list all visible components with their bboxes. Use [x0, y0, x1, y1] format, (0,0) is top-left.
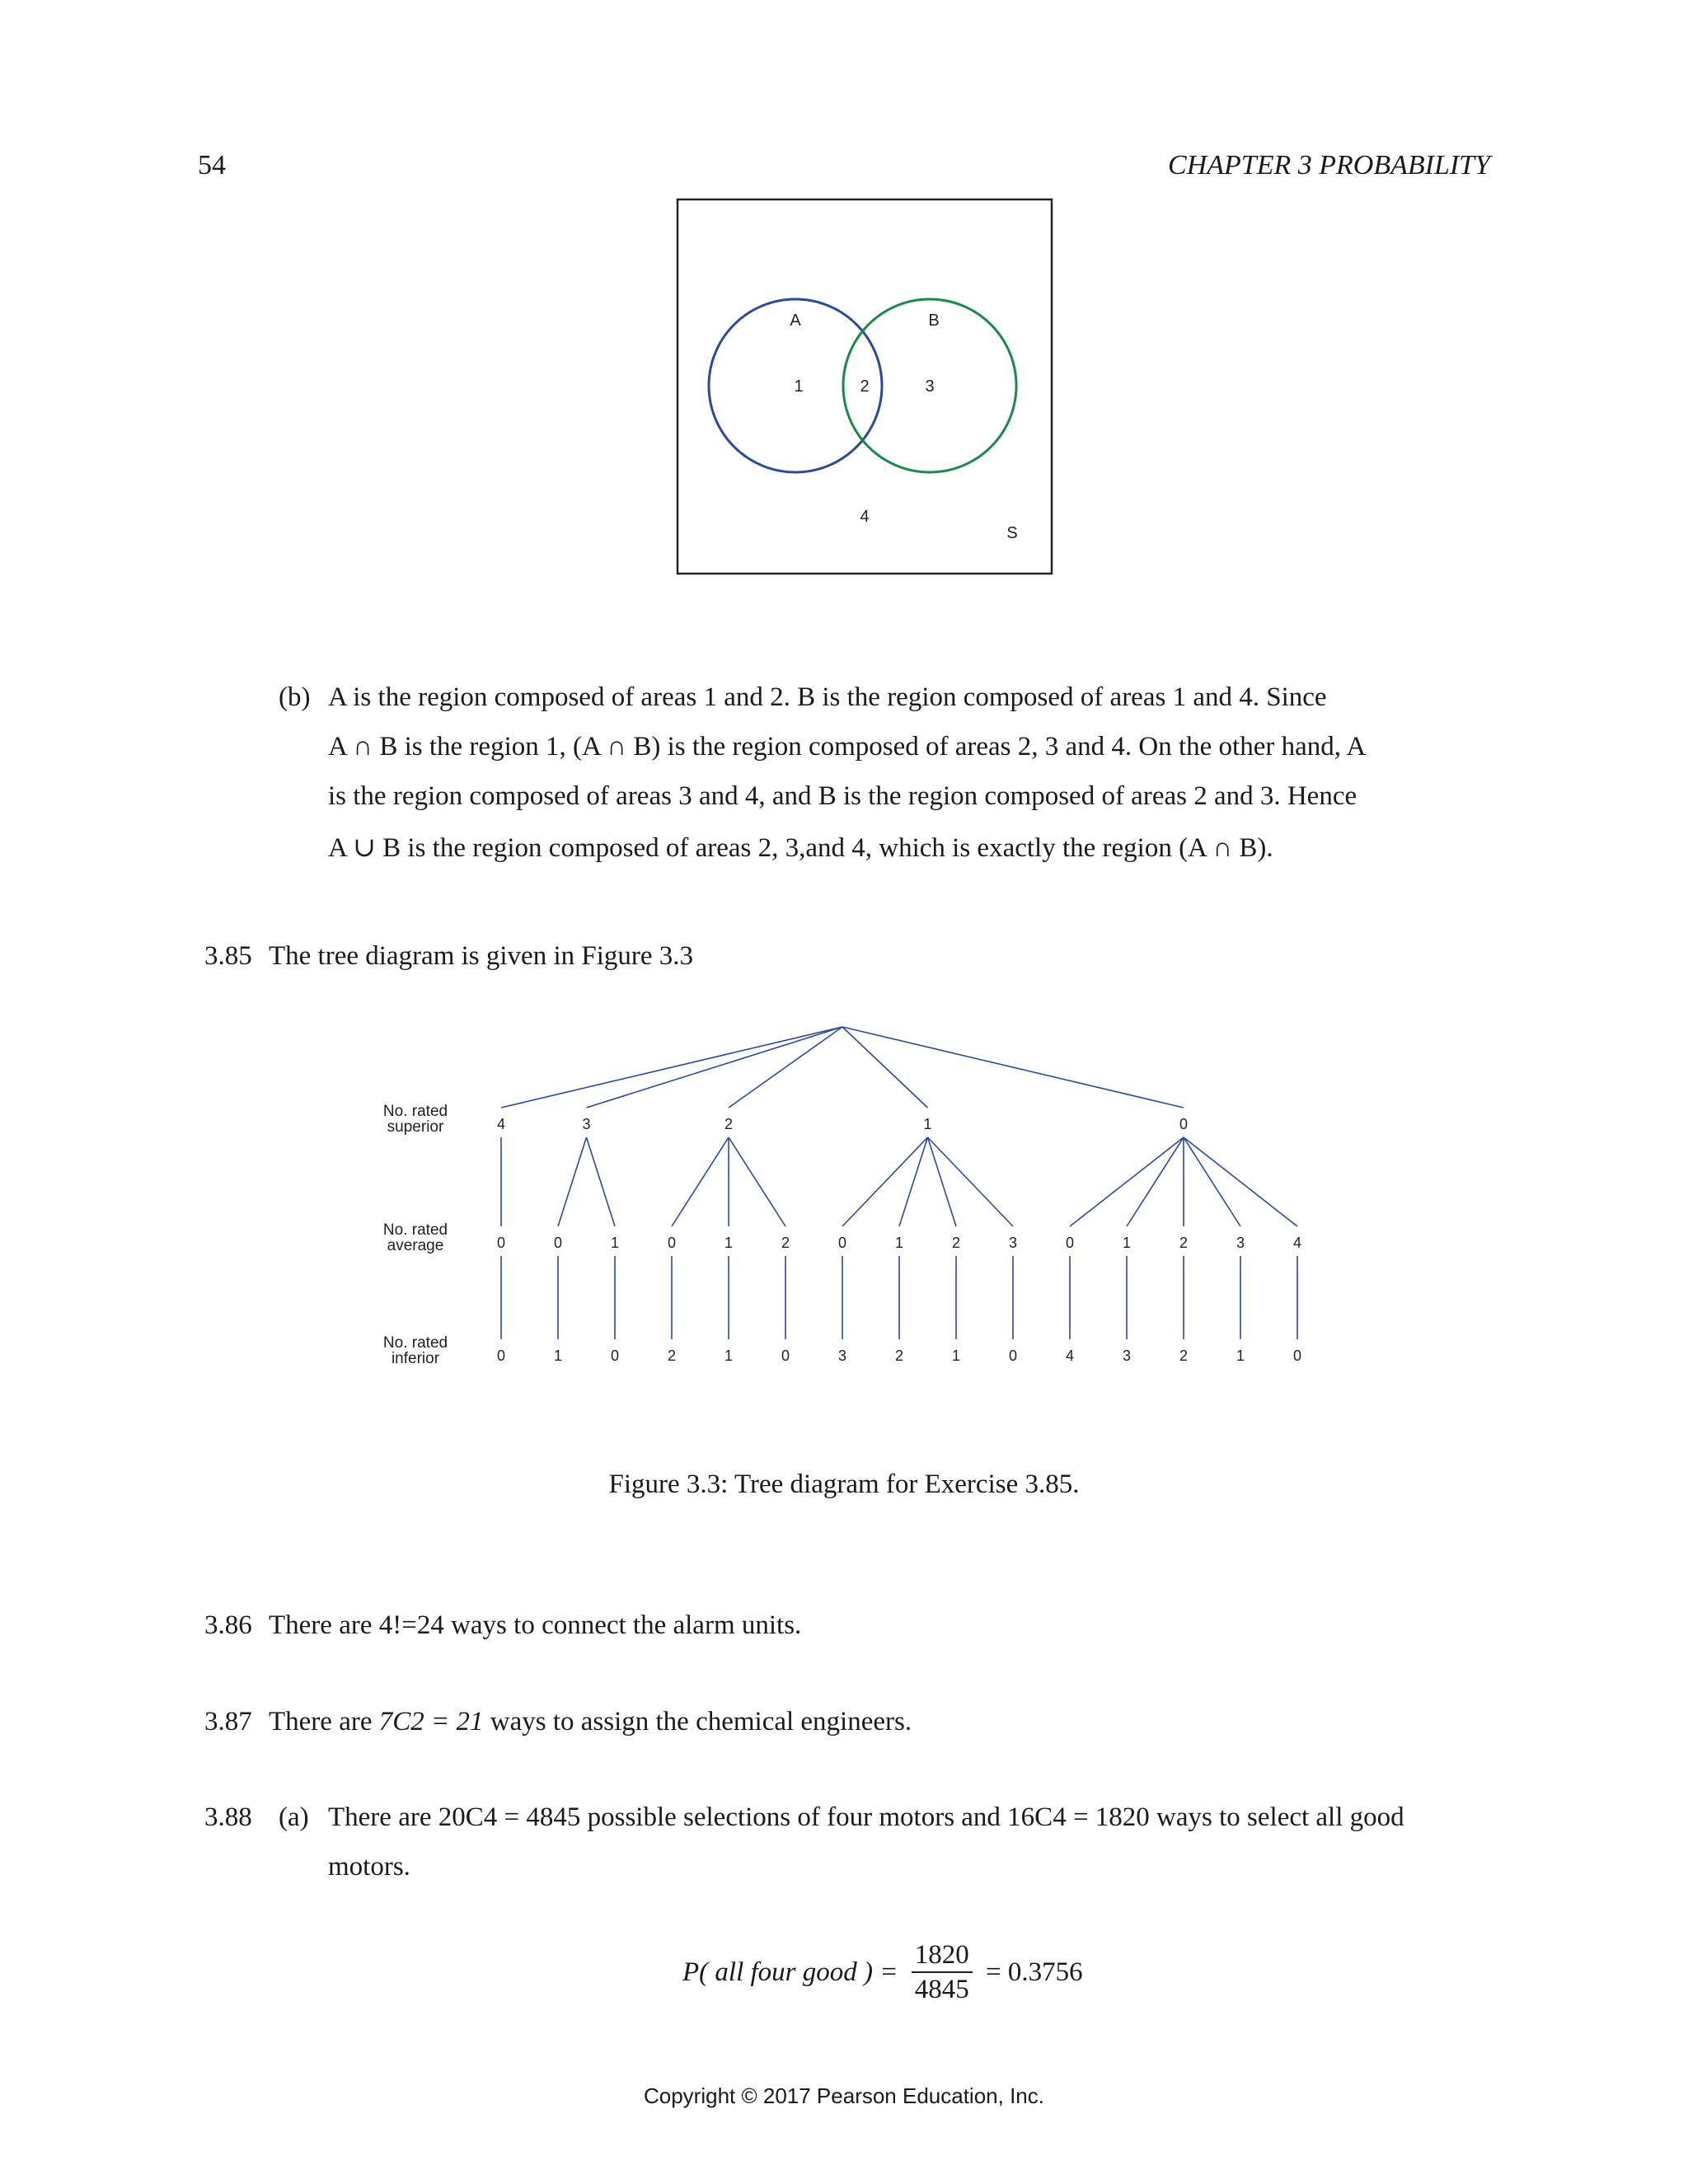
- tree-edge-root-4: [842, 1027, 1184, 1108]
- inferior-node-4-4: 0: [1292, 1347, 1302, 1364]
- average-node-0-0: 0: [496, 1235, 506, 1251]
- probability-lhs: P( all four good ) =: [682, 1957, 898, 1987]
- probability-equation: [682, 1938, 1083, 2006]
- fraction-denominator: 4845: [914, 1975, 969, 2004]
- average-node-4-0: 0: [1065, 1235, 1075, 1251]
- exercise-3-87-expr: 7C2 = 21: [378, 1707, 484, 1736]
- inferior-node-2-1: 1: [724, 1347, 734, 1364]
- figure-caption: Figure 3.3: Tree diagram for Exercise 3.85.: [608, 1469, 1080, 1499]
- inferior-node-2-2: 0: [781, 1347, 790, 1364]
- inferior-node-3-3: 0: [1008, 1347, 1018, 1364]
- part-b-line-2: A ∩ B is the region 1, (A ∩ B) is the region composed of areas 2, 3 and 4. On the other hand, A: [328, 732, 1367, 762]
- tree-edge-sup-2-0: [672, 1137, 729, 1226]
- tree-edge-sup-4-1: [1127, 1137, 1184, 1226]
- exercise-3-86-text: There are 4!=24 ways to connect the alarm units.: [269, 1610, 802, 1640]
- tree-edge-sup-4-0: [1070, 1137, 1184, 1226]
- average-node-3-1: 1: [894, 1235, 904, 1251]
- inferior-node-4-3: 1: [1236, 1347, 1245, 1364]
- superior-node-1: 3: [582, 1116, 591, 1132]
- average-node-2-2: 2: [781, 1235, 790, 1251]
- inferior-node-3-0: 3: [837, 1347, 847, 1364]
- set-a-label: A: [790, 312, 801, 330]
- superior-node-3: 1: [923, 1116, 932, 1132]
- exercise-3-88-number: 3.88: [204, 1802, 252, 1832]
- region-3-label: 3: [925, 377, 935, 396]
- average-node-2-0: 0: [667, 1235, 677, 1251]
- tree-edge-sup-4-4: [1184, 1137, 1297, 1226]
- inferior-node-3-1: 2: [894, 1347, 904, 1364]
- exercise-3-88-label: (a): [279, 1802, 309, 1832]
- superior-node-4: 0: [1179, 1116, 1189, 1132]
- inferior-node-1-0: 1: [553, 1347, 563, 1364]
- row-label-1-0: No. rated: [382, 1221, 448, 1239]
- average-node-4-1: 1: [1122, 1235, 1132, 1251]
- row-label-1-1: average: [387, 1237, 444, 1254]
- chapter-title: CHAPTER 3 PROBABILITY: [1168, 150, 1490, 180]
- exercise-3-87-post: ways to assign the chemical engineers.: [490, 1707, 912, 1736]
- average-node-2-1: 1: [724, 1235, 734, 1251]
- tree-edge-sup-3-3: [928, 1137, 1014, 1226]
- tree-edge-sup-1-0: [558, 1137, 587, 1226]
- copyright-footer: Copyright © 2017 Pearson Education, Inc.: [643, 2083, 1044, 2108]
- tree-edge-sup-1-1: [587, 1137, 616, 1226]
- fraction-numerator: 1820: [912, 1938, 973, 1973]
- row-label-0-0: No. rated: [382, 1103, 448, 1120]
- part-b-label: (b): [279, 682, 311, 712]
- exercise-3-87-number: 3.87: [204, 1707, 252, 1736]
- inferior-node-4-0: 4: [1065, 1347, 1075, 1364]
- average-node-1-0: 0: [553, 1235, 563, 1251]
- average-node-3-2: 2: [951, 1235, 961, 1251]
- inferior-node-2-0: 2: [667, 1347, 677, 1364]
- tree-edge-root-3: [842, 1027, 928, 1108]
- inferior-node-3-2: 1: [951, 1347, 961, 1364]
- exercise-3-85-text: The tree diagram is given in Figure 3.3: [269, 941, 694, 971]
- average-node-4-4: 4: [1292, 1235, 1302, 1251]
- tree-edge-sup-3-1: [899, 1137, 928, 1226]
- tree-edge-root-0: [501, 1027, 842, 1108]
- part-b-line-4: A ∪ B is the region composed of areas 2, 3,and 4, which is exactly the region (A ∩ B).: [328, 833, 1273, 863]
- probability-result: = 0.3756: [986, 1957, 1083, 1987]
- average-node-4-3: 3: [1236, 1235, 1245, 1251]
- inferior-node-4-1: 3: [1122, 1347, 1132, 1364]
- average-node-4-2: 2: [1179, 1235, 1189, 1251]
- row-label-0-1: superior: [387, 1118, 444, 1136]
- page-number: 54: [198, 150, 226, 180]
- universe-label: S: [1006, 524, 1018, 542]
- tree-edge-sup-4-3: [1184, 1137, 1240, 1226]
- exercise-3-88-line-2: motors.: [328, 1852, 410, 1882]
- part-b-line-3: is the region composed of areas 3 and 4, and B is the region composed of areas 2 and 3. Hence: [328, 781, 1357, 811]
- inferior-node-1-1: 0: [610, 1347, 620, 1364]
- row-label-2-1: inferior: [391, 1350, 440, 1367]
- average-node-1-1: 1: [610, 1235, 620, 1251]
- tree-edge-sup-2-2: [729, 1137, 785, 1226]
- venn-diagram: [676, 198, 1053, 575]
- inferior-node-4-2: 2: [1179, 1347, 1189, 1364]
- exercise-3-86-number: 3.86: [204, 1610, 252, 1640]
- exercise-3-87-text: [269, 1707, 912, 1737]
- inferior-node-0-0: 0: [496, 1347, 506, 1364]
- exercise-3-88-line-1: There are 20C4 = 4845 possible selections of four motors and 16C4 = 1820 ways to select all good: [328, 1802, 1404, 1832]
- probability-fraction: [912, 1938, 973, 2006]
- exercise-3-87-pre: There are: [269, 1707, 373, 1736]
- region-4-label: 4: [860, 508, 870, 526]
- tree-edge-sup-3-0: [842, 1137, 928, 1226]
- superior-node-0: 4: [496, 1116, 506, 1132]
- exercise-3-85-number: 3.85: [204, 941, 252, 971]
- region-1-label: 1: [794, 377, 804, 396]
- average-node-3-0: 0: [837, 1235, 847, 1251]
- tree-diagram: [346, 1014, 1360, 1393]
- tree-edge-root-1: [587, 1027, 843, 1108]
- region-2-label: 2: [860, 377, 870, 396]
- average-node-3-3: 3: [1008, 1235, 1018, 1251]
- tree-edge-sup-3-2: [928, 1137, 957, 1226]
- part-b-line-1: A is the region composed of areas 1 and 2. B is the region composed of areas 1 and 4. Since: [328, 682, 1327, 712]
- row-label-2-0: No. rated: [382, 1334, 448, 1352]
- set-b-label: B: [928, 312, 940, 330]
- superior-node-2: 2: [724, 1116, 734, 1132]
- tree-edge-root-2: [729, 1027, 842, 1108]
